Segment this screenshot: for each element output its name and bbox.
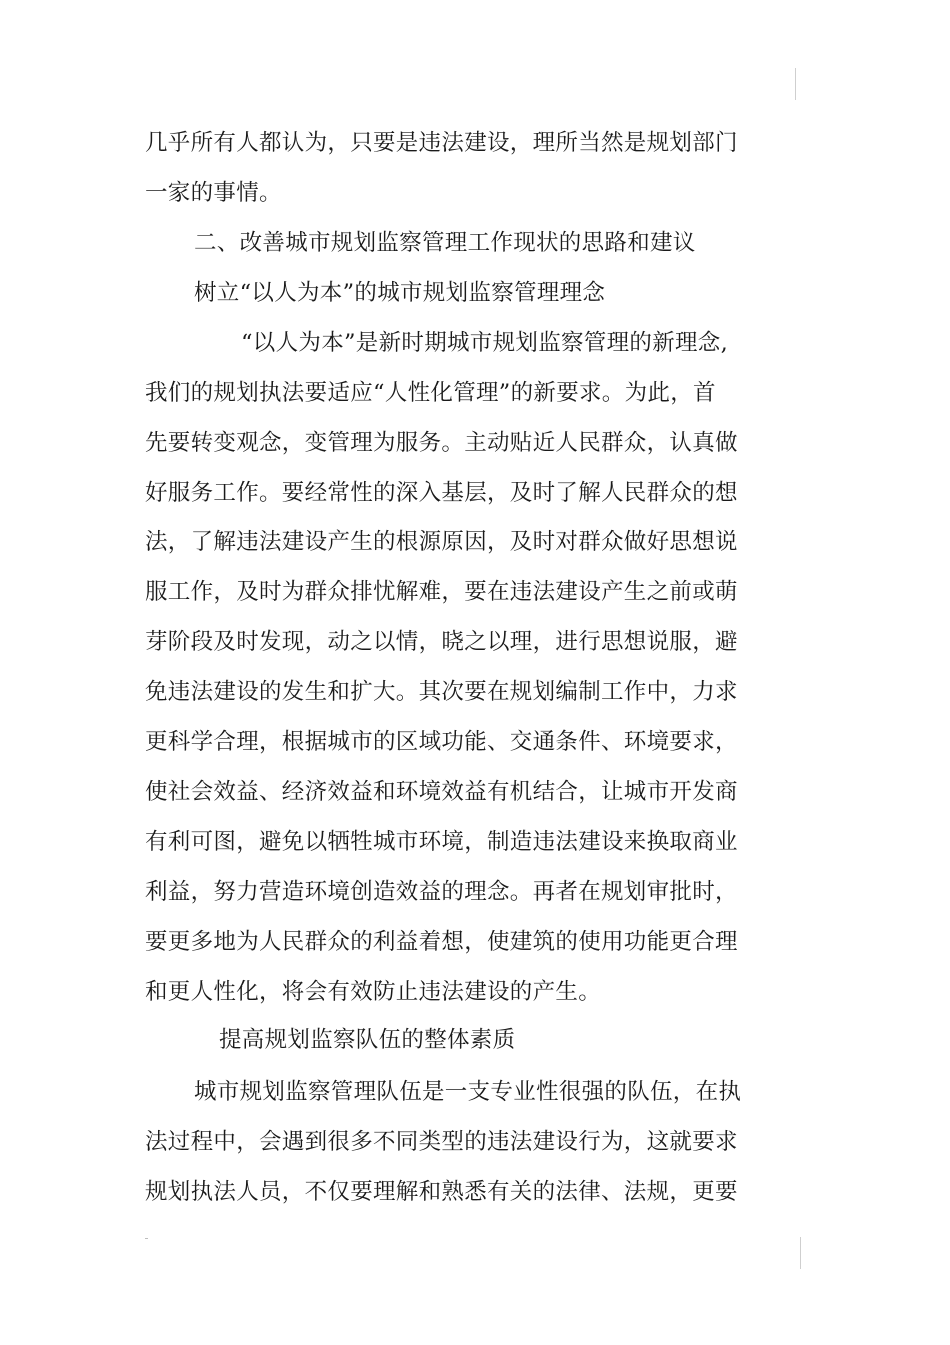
body-text-line: 利益，努力营造环境创造效益的理念。再者在规划审批时， <box>145 879 738 905</box>
body-text-line: 使社会效益、经济效益和环境效益有机结合，让城市开发商 <box>145 779 738 805</box>
subsection-heading: 树立“以人为本”的城市规划监察管理理念 <box>194 280 606 306</box>
page-edge-mark-bottom <box>800 1237 801 1269</box>
body-text-line: 免违法建设的发生和扩大。其次要在规划编制工作中，力求 <box>145 679 738 705</box>
body-text-line: 法，了解违法建设产生的根源原因，及时对群众做好思想说 <box>145 529 738 555</box>
body-text-line: 和更人性化，将会有效防止违法建设的产生。 <box>145 979 602 1005</box>
page-edge-mark-top <box>795 68 796 100</box>
body-text-line: 规划执法人员，不仅要理解和熟悉有关的法律、法规，更要 <box>145 1179 738 1205</box>
subsection-heading: 提高规划监察队伍的整体素质 <box>219 1027 516 1053</box>
body-text-line: 有利可图，避免以牺牲城市环境，制造违法建设来换取商业 <box>145 829 738 855</box>
body-text-line: 法过程中，会遇到很多不同类型的违法建设行为，这就要求 <box>145 1129 738 1155</box>
body-text-line: 先要转变观念，变管理为服务。主动贴近人民群众，认真做 <box>145 430 738 456</box>
body-text-line: 更科学合理，根据城市的区域功能、交通条件、环境要求， <box>145 729 738 755</box>
body-text-line: 几乎所有人都认为，只要是违法建设，理所当然是规划部门 <box>145 130 738 156</box>
body-text-line: “以人为本”是新时期城市规划监察管理的新理念, <box>241 330 729 356</box>
body-text-line: 要更多地为人民群众的利益着想，使建筑的使用功能更合理 <box>145 929 738 955</box>
body-text-line: 芽阶段及时发现，动之以情，晓之以理，进行思想说服，避 <box>145 629 738 655</box>
page-corner-tick <box>145 1238 148 1239</box>
body-text-line: 城市规划监察管理队伍是一支专业性很强的队伍，在执 <box>194 1079 742 1105</box>
section-heading: 二、改善城市规划监察管理工作现状的思路和建议 <box>194 230 696 256</box>
body-text-line: 一家的事情。 <box>145 180 282 206</box>
body-text-line: 服工作，及时为群众排忧解难，要在违法建设产生之前或萌 <box>145 579 738 605</box>
body-text-line: 我们的规划执法要适应“人性化管理”的新要求。为此，首 <box>145 380 716 406</box>
body-text-line: 好服务工作。要经常性的深入基层，及时了解人民群众的想 <box>145 480 738 506</box>
